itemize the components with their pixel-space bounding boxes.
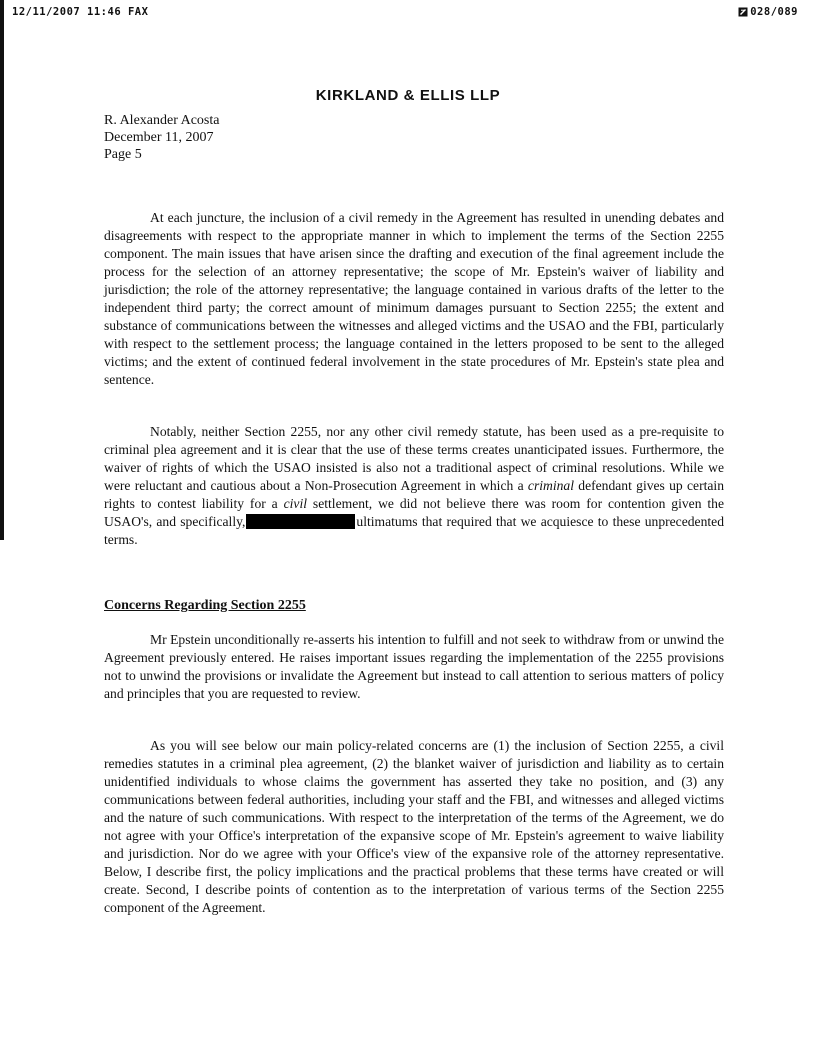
paragraph-juncture bbox=[104, 209, 724, 389]
page-number: Page 5 bbox=[104, 147, 142, 162]
fax-header bbox=[12, 6, 798, 20]
paragraph-concerns bbox=[104, 737, 724, 917]
redaction-box bbox=[246, 514, 355, 529]
italic-criminal: criminal bbox=[527, 478, 574, 493]
scan-edge-bar bbox=[0, 0, 4, 540]
addressee-name: R. Alexander Acosta bbox=[104, 113, 220, 128]
paragraph-text bbox=[104, 423, 724, 549]
firm-letterhead: KIRKLAND & ELLIS LLP bbox=[315, 87, 501, 104]
paragraph-text: At each juncture, the inclusion of a civil remedy in the Agreement has resulted in unending debates and disagreements with respect to the appropriate manner in which to implement the terms of the Section 2255 component. The main issues that have arisen since the drafting and execution of the final agreement include the process for the selection of an attorney representative; the scope of Mr. Epstein's waiver of liability and jurisdiction; the role of the attorney representative; the language contained in various drafts of the letter to the independent third party; the correct amount of minimum damages pursuant to Section 2255; the extent and substance of communications between the witnesses and alleged victims and the USAO and the FBI, particularly with respect to the settlement process; the language contained in the letters proposed to be sent to the alleged victims; and the extent of continued federal involvement in the state procedures of Mr. Epstein's state plea and sentence. bbox=[104, 210, 724, 387]
addressee-block bbox=[104, 112, 219, 163]
paragraph-text: Mr Epstein unconditionally re-asserts his intention to fulfill and not seek to withdraw from or unwind the Agreement previously entered. He raises important issues regarding the implementation of the 2255 provisions not to unwind the provisions or invalidate the Agreement but instead to call attention to serious matters of policy and principles that you are requested to review. bbox=[104, 632, 724, 701]
section-heading: Concerns Regarding Section 2255 bbox=[104, 598, 306, 613]
text-run: Notably, neither Section 2255, nor any other civil remedy statute, has been used as a pre-requisite to criminal plea agreement and it is clear that the use of these terms creates unanticipated issues. Furthermore, the waiver of rights of which the USAO insisted is also not a traditional aspect of criminal resolutions. While we were reluctant and cautious about a Non-Prosecution Agreement in which a bbox=[104, 424, 724, 493]
text-run: settlement, we did not believe there was room for contention given the USAO's, and specifically, bbox=[104, 496, 724, 529]
fax-page-counter bbox=[738, 6, 798, 18]
fax-page-icon bbox=[738, 7, 748, 17]
italic-civil: civil bbox=[283, 496, 308, 511]
letter-date: December 11, 2007 bbox=[104, 130, 214, 145]
fax-page-number: 028/089 bbox=[750, 6, 798, 18]
text-run: ultimatums that required that we acquiesce to these unprecedented terms. bbox=[104, 514, 724, 547]
text-run: defendant gives up certain rights to contest liability for a bbox=[104, 478, 724, 511]
paragraph-reasserts bbox=[104, 631, 724, 703]
paragraph-text: As you will see below our main policy-related concerns are (1) the inclusion of Section 2255, a civil remedies statutes in a criminal plea agreement, (2) the blanket waiver of jurisdiction and liability as to certain unidentified individuals to whose claims the government has asserted they take no position, and (3) any communications between federal authorities, including your staff and the FBI, and witnesses and alleged victims and the nature of such communications. With respect to the interpretation of the terms of the Agreement, we do not agree with your Office's interpretation of the expansive scope of Mr. Epstein's agreement to waive liability and jurisdiction. Nor do we agree with your Office's view of the expansive role of the attorney representative. Below, I describe first, the policy implications and the practical problems that these terms have created or will create. Second, I describe points of contention as to the interpretation of various terms of the Section 2255 component of the Agreement. bbox=[104, 738, 724, 915]
fax-datetime: 12/11/2007 11:46 FAX bbox=[12, 6, 149, 18]
paragraph-notably bbox=[104, 423, 724, 549]
